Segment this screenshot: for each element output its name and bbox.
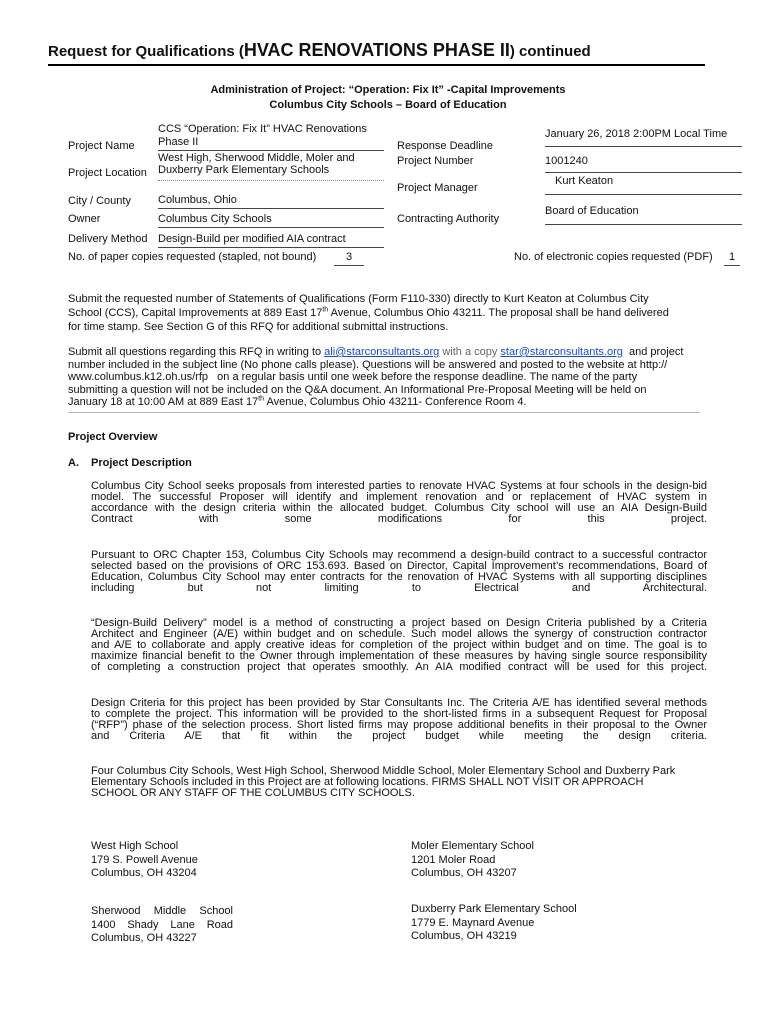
paragraph-3-line-4: maximize financial benefit to the Owner through implementation of these measures by having single source responsibility	[91, 650, 707, 662]
title-project: HVAC RENOVATIONS PHASE II	[243, 40, 510, 60]
paper-copies-value: 3	[334, 251, 364, 266]
title-rule	[48, 64, 705, 66]
paragraph-3-line-3: and A/E to collaborate and apply creative ideas for completion of the project within budget and on time. The goal is to	[91, 639, 707, 651]
school-name: Moler Elementary School	[411, 840, 534, 852]
paragraph-4-line-2: to complete the project. This information will be provided to the short-listed firms in a subsequent Request for Proposal	[91, 708, 707, 720]
school-name: Duxberry Park Elementary School	[411, 903, 577, 915]
submittal-line-2-b: Avenue, Columbus Ohio 43211. The proposal shall be hand delivered	[328, 307, 669, 319]
questions-line-5-b: Avenue, Columbus Ohio 43211- Conference Room 4.	[264, 396, 527, 409]
school-city: Columbus, OH 43227	[91, 932, 197, 944]
submittal-line-3: for time stamp. See Section G of this RFQ for additional submittal instructions.	[68, 321, 449, 333]
school-city: Columbus, OH 43219	[411, 930, 517, 942]
contracting-authority-value: Board of Education	[545, 205, 742, 225]
submittal-line-1: Submit the requested number of Statements of Qualifications (Form F110-330) directly to Kurt Keaton at Columbus City	[68, 293, 649, 305]
paragraph-1-line-3: accordance with the design criteria within the allocated budget. Columbus City school will use an AIA Design-Build	[91, 502, 707, 514]
submittal-line-2	[68, 306, 708, 320]
paragraph-2-line-1: Pursuant to ORC Chapter 153, Columbus City Schools may recommend a design-build contract to a successful contractor	[91, 549, 707, 561]
questions-line-5-sup: th	[258, 395, 265, 403]
paragraph-1-line-2: model. The successful Proposer will identify and implement renovation and or replacement of HVAC system in	[91, 491, 707, 503]
paragraph-1-line-4: Contract with some modifications for this project.	[91, 513, 707, 525]
paragraph-2-line-2: selected based on the provisions of ORC 153.693. Based on Director, Capital Improvement’s recommendations, Board of	[91, 560, 707, 572]
school-city: Columbus, OH 43204	[91, 867, 197, 879]
owner-label: Owner	[68, 213, 101, 225]
paragraph-3-line-1: “Design-Build Delivery” model is a method of constructing a project based on Design Criteria published by a Criteria	[91, 617, 707, 629]
submittal-instructions	[68, 292, 708, 334]
questions-line-1-b: with a copy	[439, 346, 501, 358]
project-name-value	[158, 124, 384, 151]
paragraph-4-line-4: and Criteria A/E that fit within the project budget while meeting the design criteria.	[91, 730, 707, 742]
contracting-authority-label: Contracting Authority	[397, 213, 500, 225]
school-address-duxberry	[411, 903, 577, 944]
questions-line-1	[68, 346, 708, 359]
school-street: 179 S. Powell Avenue	[91, 853, 198, 866]
project-name-value-line-2: Phase II	[158, 136, 199, 148]
questions-line-3: www.columbus.k12.oh.us/rfp on a regular basis until one week before the response deadline. The name of the party	[68, 371, 638, 384]
description-paragraph-5	[91, 766, 707, 799]
paragraph-2-line-3: Education, Columbus City School may enter contracts for the renovation of HVAC Systems with all supporting disciplines	[91, 571, 707, 583]
questions-line-5-a: January 18 at 10:00 AM at 889 East 17	[68, 396, 259, 409]
admin-line-2: Columbus City Schools – Board of Education	[269, 99, 507, 111]
project-location-value-line-1: West High, Sherwood Middle, Moler and	[158, 152, 355, 164]
school-city: Columbus, OH 43207	[411, 867, 517, 879]
questions-line-1-a: Submit all questions regarding this RFQ in writing to	[68, 346, 325, 358]
submittal-line-2-a: School (CCS), Capital Improvements at 889 East 17	[68, 307, 323, 319]
paragraph-2-line-4: including but not limiting to Electrical and Architectural.	[91, 582, 707, 594]
owner-value: Columbus City Schools	[158, 213, 384, 228]
electronic-copies-label: No. of electronic copies requested (PDF)	[514, 251, 713, 263]
paragraph-3-line-2: Architect and Engineer (A/E) within budget and on schedule. Such model allows the synergy of construction contractor	[91, 628, 707, 640]
questions-line-5	[68, 396, 708, 409]
school-address-sherwood	[91, 905, 233, 946]
paragraph-4-line-1: Design Criteria for this project has been provided by Star Consultants Inc. The Criteria A/E has identified several methods	[91, 697, 707, 709]
paragraph-5-line-1: Four Columbus City Schools, West High School, Sherwood Middle School, Moler Elementary School and Duxberry Park	[91, 765, 676, 777]
project-location-label: Project Location	[68, 167, 147, 179]
questions-instructions	[68, 346, 708, 409]
school-address-moler	[411, 840, 534, 881]
document-title	[48, 40, 708, 61]
project-name-label: Project Name	[68, 140, 135, 152]
delivery-method-value: Design-Build per modified AIA contract	[158, 233, 384, 248]
city-county-label: City / County	[68, 195, 131, 207]
paragraph-4-line-3: (“RFP”) phase of the selection process. Short listed firms may propose additional benefits in their proposal to the Owner	[91, 719, 707, 731]
questions-line-2: number included in the subject line (No phone calls please). Questions will be answered and posted to the website at http://	[68, 358, 668, 371]
school-street: 1400 Shady Lane Road	[91, 918, 233, 931]
school-address-west-high	[91, 840, 198, 881]
project-manager-value: Kurt Keaton	[545, 175, 742, 195]
delivery-method-label: Delivery Method	[68, 233, 148, 245]
city-county-value: Columbus, Ohio	[158, 194, 384, 209]
school-street: 1779 E. Maynard Avenue	[411, 916, 535, 929]
title-suffix: ) continued	[509, 43, 591, 60]
project-overview-heading: Project Overview	[68, 431, 158, 443]
description-paragraph-4	[91, 698, 707, 742]
description-paragraph-1	[91, 481, 707, 525]
project-number-label: Project Number	[397, 155, 474, 167]
project-name-value-line-1: CCS “Operation: Fix It” HVAC Renovations	[158, 123, 367, 135]
paragraph-3-line-5: of completing a construction project that operates smoothly. An AIA modified contract will be used for this project.	[91, 661, 707, 673]
electronic-copies-value: 1	[724, 251, 740, 266]
response-deadline-label: Response Deadline	[397, 140, 494, 152]
school-name: Sherwood Middle School	[91, 905, 233, 917]
paragraph-5-line-3: SCHOOL OR ANY STAFF OF THE COLUMBUS CITY SCHOOLS.	[91, 787, 415, 799]
project-description-heading: Project Description	[91, 457, 192, 469]
title-prefix: Request for Qualifications (	[48, 43, 244, 60]
questions-line-1-c: and project	[622, 346, 684, 358]
response-deadline-value: January 26, 2018 2:00PM Local Time	[545, 128, 742, 147]
section-divider	[68, 412, 700, 413]
admin-line-1: Administration of Project: “Operation: Fix It” -Capital Improvements	[210, 84, 566, 96]
project-number-value: 1001240	[545, 155, 742, 173]
project-location-value	[158, 153, 384, 181]
project-description-letter: A.	[68, 457, 79, 469]
email-link-ali[interactable]: ali@starconsultants.org	[324, 346, 440, 358]
submittal-line-2-sup: th	[322, 306, 329, 314]
description-paragraph-3	[91, 618, 707, 673]
paragraph-5-line-2: Elementary Schools included in this Project are at following locations. FIRMS SHALL NOT VISIT OR APPROACH	[91, 776, 644, 788]
project-location-value-line-2: Duxberry Park Elementary Schools	[158, 164, 330, 176]
paper-copies-label: No. of paper copies requested (stapled, not bound)	[68, 251, 317, 263]
email-link-star[interactable]: star@starconsultants.org	[500, 346, 623, 358]
school-street: 1201 Moler Road	[411, 853, 496, 866]
questions-line-4: submitting a question will not be included on the Q&A document. An Informational Pre-Proposal Meeting will be held on	[68, 383, 647, 396]
project-manager-label: Project Manager	[397, 182, 478, 194]
school-name: West High School	[91, 840, 179, 852]
description-paragraph-2	[91, 550, 707, 594]
paragraph-1-line-1: Columbus City School seeks proposals from interested parties to renovate HVAC Systems at four schools in the design-bid	[91, 480, 707, 492]
